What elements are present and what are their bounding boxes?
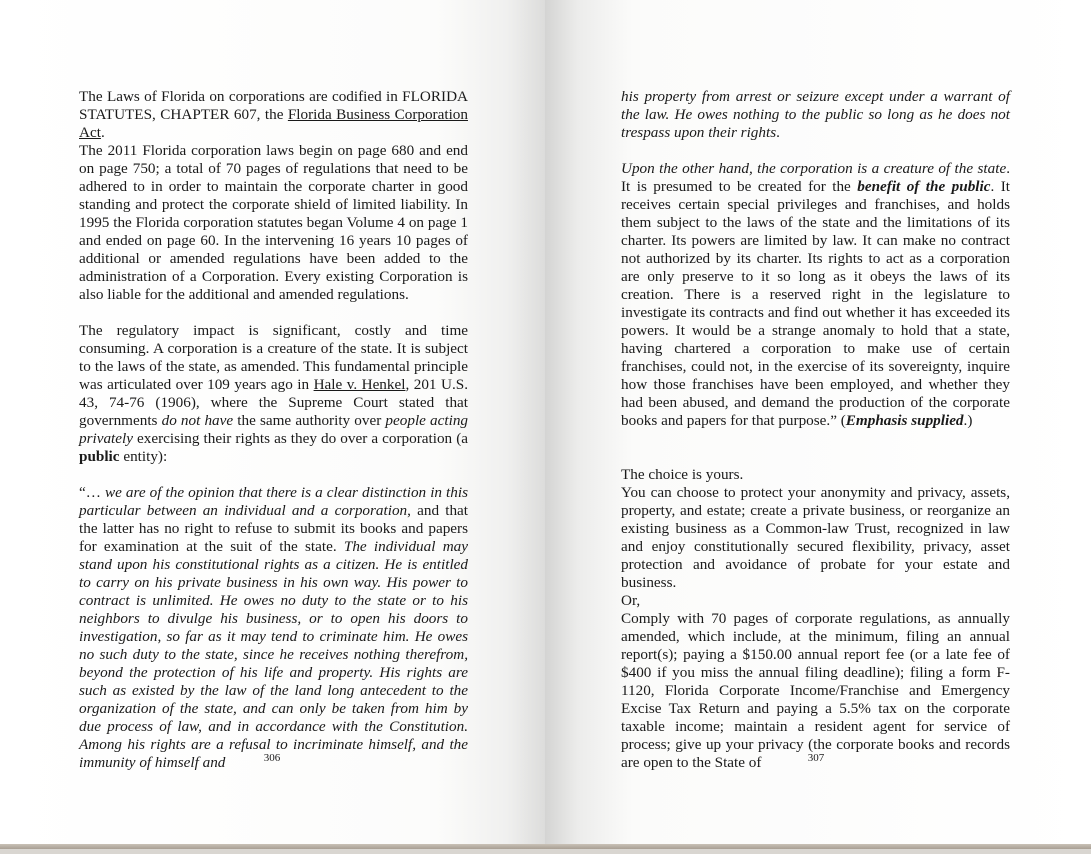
paragraph-or: Or, <box>621 592 641 609</box>
paragraph-florida-statutes <box>79 88 468 142</box>
emphasis-text: his property from arrest or seizure except under a warrant of the law. He owes nothing to the public so long as he does not trespass upon their rights <box>621 88 1010 141</box>
text-run: . <box>776 124 780 141</box>
emphasis-text: Upon the other hand, the corporation is a creature of the state <box>621 160 1007 177</box>
left-text-column <box>79 88 468 772</box>
link-florida-business-corporation-act[interactable]: Florida Business Corporation Act <box>79 106 468 141</box>
text-run: entity): <box>119 448 168 465</box>
block-quote-continued <box>621 88 1010 142</box>
page-edge <box>545 844 1091 849</box>
text-run: .) <box>963 412 973 429</box>
bold-emphasis-text: benefit of the public <box>857 178 991 195</box>
page-number: 306 <box>263 752 281 764</box>
text-run: . <box>100 124 105 141</box>
page-edge <box>0 844 545 849</box>
emphasis-text: we are of the opinion that there is a clear distinction in this particular between an individual and a corporation <box>79 484 468 519</box>
right-page <box>545 0 1091 849</box>
text-run: The Laws of Florida on corporations are codified in FLORIDA STATUTES, CHAPTER 607, the <box>79 88 468 123</box>
text-run: exercising their rights as they do over a corporation (a <box>132 430 468 447</box>
emphasis-text: people acting privately <box>79 412 469 447</box>
text-run: . It receives certain special privileges and franchises, and holds them subject to the laws of the state and the limitations of its charter. Its powers are limited by law. It can make no contract not authorized by its charter. Its rights to act as a corporation are only preserve to it so long as it obeys the laws of its creation. There is a reserved right in the legislature to investigate its contracts and find out whether it has exceeded its powers. It would be a strange anomaly to hold that a state, having chartered a corporation to make use of certain franchises, could not, in the exercise of its sovereignty, inquire how those franchises have been employed, and whether they had been abused, and demand the production of the corporate books and papers for that purpose.” ( <box>621 178 1011 429</box>
paragraph-comply-regulations: Comply with 70 pages of corporate regulations, as annually amended, which include, at the minimum, filing an annual report(s); paying a $150.00 annual report fee (or a late fee of $400 if you miss the annual filing deadline); filing a form F-1120, Florida Corporate Income/Franchise and Emergency Excise Tax Return and paying a 5.5% tax on the corporate taxable income; maintain a resident agent for service of process; give up your privacy (the corporate books and records are open to the State of <box>621 610 1010 771</box>
section-heading: The choice is yours. <box>621 466 744 483</box>
emphasis-text: do not have <box>161 412 234 429</box>
page-number: 307 <box>807 752 825 764</box>
paragraph-regulatory-impact <box>79 322 468 466</box>
text-run: , 201 U.S. 43, 74-76 (1906), where the Supreme Court stated that governments <box>79 376 469 429</box>
text-run: the same authority over <box>233 412 386 429</box>
bold-text: public <box>79 448 120 465</box>
left-page <box>0 0 545 849</box>
paragraph-choose-protect: You can choose to protect your anonymity and privacy, assets, property, and estate; create a private business, or reorganize an existing business as a Common-law Trust, recognized in law and enjoy constitutionally secured flexibility, privacy, asset protection and avoidance of probate for your estate and business. <box>621 484 1010 591</box>
paragraph-corporation-creature <box>621 160 1010 430</box>
text-run: “… <box>79 484 105 501</box>
right-text-column <box>621 88 1010 772</box>
paragraph-2011-laws: The 2011 Florida corporation laws begin on page 680 and end on page 750; a total of 70 pages of regulations that need to be adhered to in order to maintain the corporate charter in good standing and protect the corporate shield of limited liability. In 1995 the Florida corporation statutes began Volume 4 on page 1 and ended on page 60. In the intervening 16 years 10 pages of additional or amended regulations have been added to the administration of a Corporation. Every existing Corporation is also liable for the additional and amended regulations. <box>79 142 468 303</box>
text-run: , and that the latter has no right to refuse to submit its books and papers for examination at the suit of the state. <box>79 502 468 555</box>
case-citation-hale-v-henkel: Hale v. Henkel <box>313 376 406 393</box>
text-run: . It is presumed to be created for the <box>621 160 1010 195</box>
block-quote-opinion <box>79 484 468 772</box>
bold-emphasis-text: Emphasis supplied <box>845 412 964 429</box>
emphasis-text: The individual may stand upon his constitutional rights as a citizen. He is entitled to carry on his private business in his own way. His power to contract is unlimited. He owes no duty to the state or to his neighbors to divulge his business, or to open his doors to investigation, so far as it may tend to criminate him. He owes no such duty to the state, since he receives nothing therefrom, beyond the protection of his life and property. His rights are such as existed by the law of the land long antecedent to the organization of the state, and can only be taken from him by due process of law, and in accordance with the Constitution. Among his rights are a refusal to incriminate himself, and the immunity of himself and <box>79 538 468 771</box>
text-run: The regulatory impact is significant, costly and time consuming. A corporation is a creature of the state. It is subject to the laws of the state, as amended. This fundamental principle was articulated over 109 years ago in <box>79 322 468 393</box>
